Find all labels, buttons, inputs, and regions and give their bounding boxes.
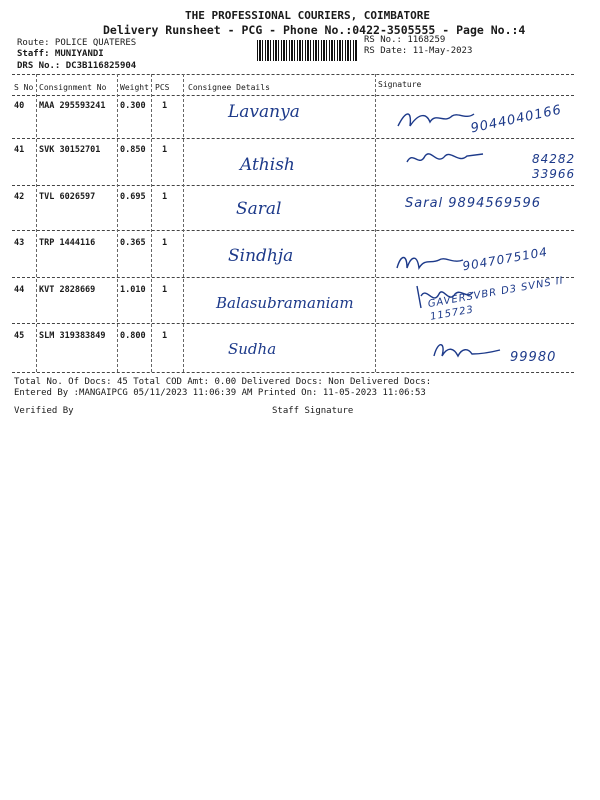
row-rule xyxy=(12,185,574,186)
signature-phone-note: 9044040166 xyxy=(469,102,564,137)
row-pcs: 1 xyxy=(162,192,168,202)
totals-line: Total No. Of Docs: 45 Total COD Amt: 0.00 Delivered Docs: Non Delivered Docs: xyxy=(14,377,432,387)
signature-scribble xyxy=(432,338,502,364)
signature-phone-note: 9047075104 xyxy=(461,244,549,274)
column-divider xyxy=(183,74,184,372)
row-weight: 0.695 xyxy=(120,192,146,202)
rs-number: RS No.: 1168259 xyxy=(364,35,446,45)
entered-by-line: Entered By :MANGAIPCG 05/11/2023 11:06:39 AM Printed On: 11-05-2023 11:06:53 xyxy=(14,388,426,398)
row-rule xyxy=(12,323,574,324)
row-consignment: SLM 319383849 xyxy=(39,331,106,341)
row-weight: 0.800 xyxy=(120,331,146,341)
row-consignment: SVK 30152701 xyxy=(39,145,101,155)
row-pcs: 1 xyxy=(162,101,168,111)
consignee-handwriting: Balasubramaniam xyxy=(216,294,354,312)
row-sno: 42 xyxy=(14,192,25,202)
row-consignment: TVL 6026597 xyxy=(39,192,96,202)
row-pcs: 1 xyxy=(162,145,168,155)
table-bottom-rule xyxy=(12,372,574,373)
row-sno: 45 xyxy=(14,331,25,341)
header-rule xyxy=(12,95,574,96)
signature-phone-note: Saral 9894569596 xyxy=(405,196,541,211)
verified-by-label: Verified By xyxy=(14,406,74,416)
column-divider xyxy=(375,74,376,372)
route-label: Route: POLICE QUATERES xyxy=(17,38,137,48)
consignee-handwriting: Lavanya xyxy=(228,102,300,122)
row-consignment: MAA 295593241 xyxy=(39,101,106,111)
consignee-handwriting: Saral xyxy=(236,199,282,219)
staff-label: Staff: MUNIYANDI xyxy=(17,49,104,59)
row-pcs: 1 xyxy=(162,331,168,341)
rs-date: RS Date: 11-May-2023 xyxy=(364,46,473,56)
col-header-sno: S No xyxy=(14,83,34,92)
row-rule xyxy=(12,230,574,231)
col-header-weight: Weight xyxy=(120,83,149,92)
signature-scribble xyxy=(405,148,485,172)
col-header-pcs: PCS xyxy=(155,83,170,92)
row-sno: 43 xyxy=(14,238,25,248)
signature-scribble xyxy=(395,250,465,274)
column-divider xyxy=(36,74,37,372)
row-weight: 1.010 xyxy=(120,285,146,295)
col-header-signature: Signature xyxy=(378,80,422,89)
company-name: THE PROFESSIONAL COURIERS, COIMBATORE xyxy=(185,9,431,22)
row-weight: 0.300 xyxy=(120,101,146,111)
drs-number: DRS No.: DC3B116825904 xyxy=(17,61,137,71)
consignee-handwriting: Athish xyxy=(240,155,295,175)
row-consignment: TRP 1444116 xyxy=(39,238,96,248)
signature-phone-note: 99980 xyxy=(510,350,557,365)
signature-phone-note: 84282 33966 xyxy=(532,152,576,181)
col-header-consignee: Consignee Details xyxy=(188,83,270,92)
row-weight: 0.850 xyxy=(120,145,146,155)
column-divider xyxy=(117,74,118,372)
row-rule xyxy=(12,277,574,278)
row-consignment: KVT 2828669 xyxy=(39,285,96,295)
row-sno: 44 xyxy=(14,285,25,295)
runsheet-title: Delivery Runsheet - PCG - Phone No.:0422-3505555 - Page No.:4 xyxy=(103,23,526,37)
barcode xyxy=(257,40,357,61)
row-pcs: 1 xyxy=(162,238,168,248)
signature-scribble xyxy=(396,106,476,134)
column-divider xyxy=(151,74,152,372)
consignee-handwriting: Sudha xyxy=(228,340,277,358)
table-top-rule xyxy=(12,74,574,75)
staff-signature-label: Staff Signature xyxy=(272,406,354,416)
row-rule xyxy=(12,138,574,139)
signature-phone-note: GAVERSVBR D3 SVNS II 115723 xyxy=(427,275,565,323)
row-weight: 0.365 xyxy=(120,238,146,248)
row-sno: 40 xyxy=(14,101,25,111)
row-pcs: 1 xyxy=(162,285,168,295)
col-header-consignment: Consignment No xyxy=(39,83,107,92)
consignee-handwriting: Sindhja xyxy=(228,246,294,266)
row-sno: 41 xyxy=(14,145,25,155)
